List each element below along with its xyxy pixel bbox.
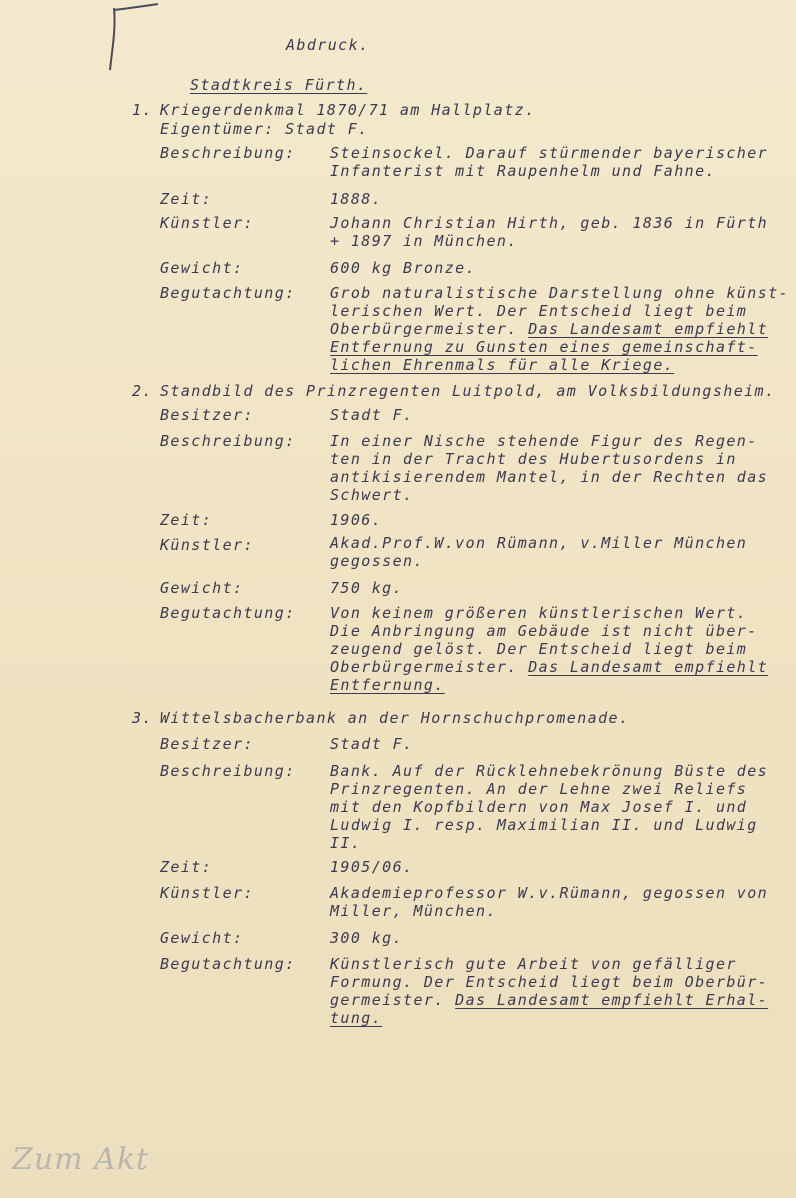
plain-text: Oberbürgermeister. xyxy=(330,658,529,676)
field-value-line: Johann Christian Hirth, geb. 1836 in Fürth xyxy=(330,214,769,232)
field-value-line: gegossen. xyxy=(330,552,424,570)
entry-heading: Wittelsbacherbank an der Hornschuchpromenade. xyxy=(160,709,630,727)
entry-heading: Standbild des Prinzregenten Luitpold, am Volksbildungsheim. xyxy=(160,382,776,400)
field-value-line: Stadt F. xyxy=(330,406,414,424)
field-value-line: Prinzregenten. An der Lehne zwei Reliefs xyxy=(330,780,748,798)
field-label: Künstler: xyxy=(160,884,254,902)
entry-number: 2. xyxy=(132,382,153,400)
field-label: Beschreibung: xyxy=(160,432,296,450)
field-value-line xyxy=(330,991,768,1009)
field-value-line: Grob naturalistische Darstellung ohne künst- xyxy=(330,284,789,302)
field-label: Besitzer: xyxy=(160,406,254,424)
handwritten-note: Zum Akt xyxy=(12,1142,150,1177)
field-label: Künstler: xyxy=(160,536,254,554)
field-value-line: 300 kg. xyxy=(330,929,404,947)
field-label: Gewicht: xyxy=(160,929,244,947)
document-title: Abdruck. xyxy=(286,36,370,54)
field-label: Beschreibung: xyxy=(160,144,296,162)
field-value-line: Bank. Auf der Rücklehnebekrönung Büste des xyxy=(330,762,769,780)
underlined-text: Das Landesamt empfiehlt xyxy=(528,658,769,676)
field-label: Künstler: xyxy=(160,214,254,232)
field-label: Besitzer: xyxy=(160,735,254,753)
field-value-line: zeugend gelöst. Der Entscheid liegt beim xyxy=(330,640,748,658)
field-value-line: lerischen Wert. Der Entscheid liegt beim xyxy=(330,302,748,320)
district-heading: Stadtkreis Fürth. xyxy=(190,76,368,94)
underlined-text: Entfernung. xyxy=(330,676,445,694)
entry-number: 1. xyxy=(132,101,153,119)
field-value-line: 1888. xyxy=(330,190,383,208)
field-label: Zeit: xyxy=(160,858,213,876)
field-value-line xyxy=(330,320,768,338)
field-value-line: mit den Kopfbildern von Max Josef I. und xyxy=(330,798,748,816)
underlined-text: Entfernung zu Gunsten eines gemeinschaft- xyxy=(330,338,758,356)
field-value-line: ten in der Tracht des Hubertusordens in xyxy=(330,450,737,468)
field-value-line: 600 kg Bronze. xyxy=(330,259,477,277)
entry-owner: Eigentümer: Stadt F. xyxy=(160,120,369,138)
field-value-line: 750 kg. xyxy=(330,579,404,597)
field-value-line: Künstlerisch gute Arbeit von gefälliger xyxy=(330,955,737,973)
field-label: Begutachtung: xyxy=(160,955,296,973)
field-value-line: 1906. xyxy=(330,511,383,529)
field-value-line: Akad.Prof.W.von Rümann, v.Miller München xyxy=(330,534,748,552)
field-label: Gewicht: xyxy=(160,259,244,277)
underlined-text: tung. xyxy=(330,1009,383,1027)
field-value-line xyxy=(330,658,768,676)
field-value-line: II. xyxy=(330,834,362,852)
field-value-line: Steinsockel. Darauf stürmender bayerischer xyxy=(330,144,769,162)
field-value-line: 1905/06. xyxy=(330,858,414,876)
field-value-line: Ludwig I. resp. Maximilian II. und Ludwig xyxy=(330,816,758,834)
field-value-line: In einer Nische stehende Figur des Regen- xyxy=(330,432,758,450)
underlined-text: Das Landesamt empfiehlt Erhal- xyxy=(455,991,769,1009)
entry-number: 3. xyxy=(132,709,153,727)
field-value-line: antikisierendem Mantel, in der Rechten das xyxy=(330,468,769,486)
field-value-line: Schwert. xyxy=(330,486,414,504)
handwritten-corner-mark xyxy=(100,0,170,80)
field-label: Zeit: xyxy=(160,511,213,529)
field-value-line: Von keinem größeren künstlerischen Wert. xyxy=(330,604,748,622)
field-value-line: + 1897 in München. xyxy=(330,232,518,250)
underlined-text: lichen Ehrenmals für alle Kriege. xyxy=(330,356,675,374)
field-value-line: Infanterist mit Raupenhelm und Fahne. xyxy=(330,162,716,180)
field-label: Begutachtung: xyxy=(160,284,296,302)
entry-heading: Kriegerdenkmal 1870/71 am Hallplatz. xyxy=(160,101,536,119)
underlined-text: Das Landesamt empfiehlt xyxy=(528,320,769,338)
field-value-line: Die Anbringung am Gebäude ist nicht über- xyxy=(330,622,758,640)
field-label: Beschreibung: xyxy=(160,762,296,780)
field-value-line: Formung. Der Entscheid liegt beim Oberbür- xyxy=(330,973,769,991)
plain-text: Oberbürgermeister. xyxy=(330,320,529,338)
field-value-line: Miller, München. xyxy=(330,902,497,920)
field-value-line: Stadt F. xyxy=(330,735,414,753)
field-value-line: Akademieprofessor W.v.Rümann, gegossen von xyxy=(330,884,769,902)
field-label: Begutachtung: xyxy=(160,604,296,622)
field-label: Gewicht: xyxy=(160,579,244,597)
plain-text: germeister. xyxy=(330,991,456,1009)
field-label: Zeit: xyxy=(160,190,213,208)
